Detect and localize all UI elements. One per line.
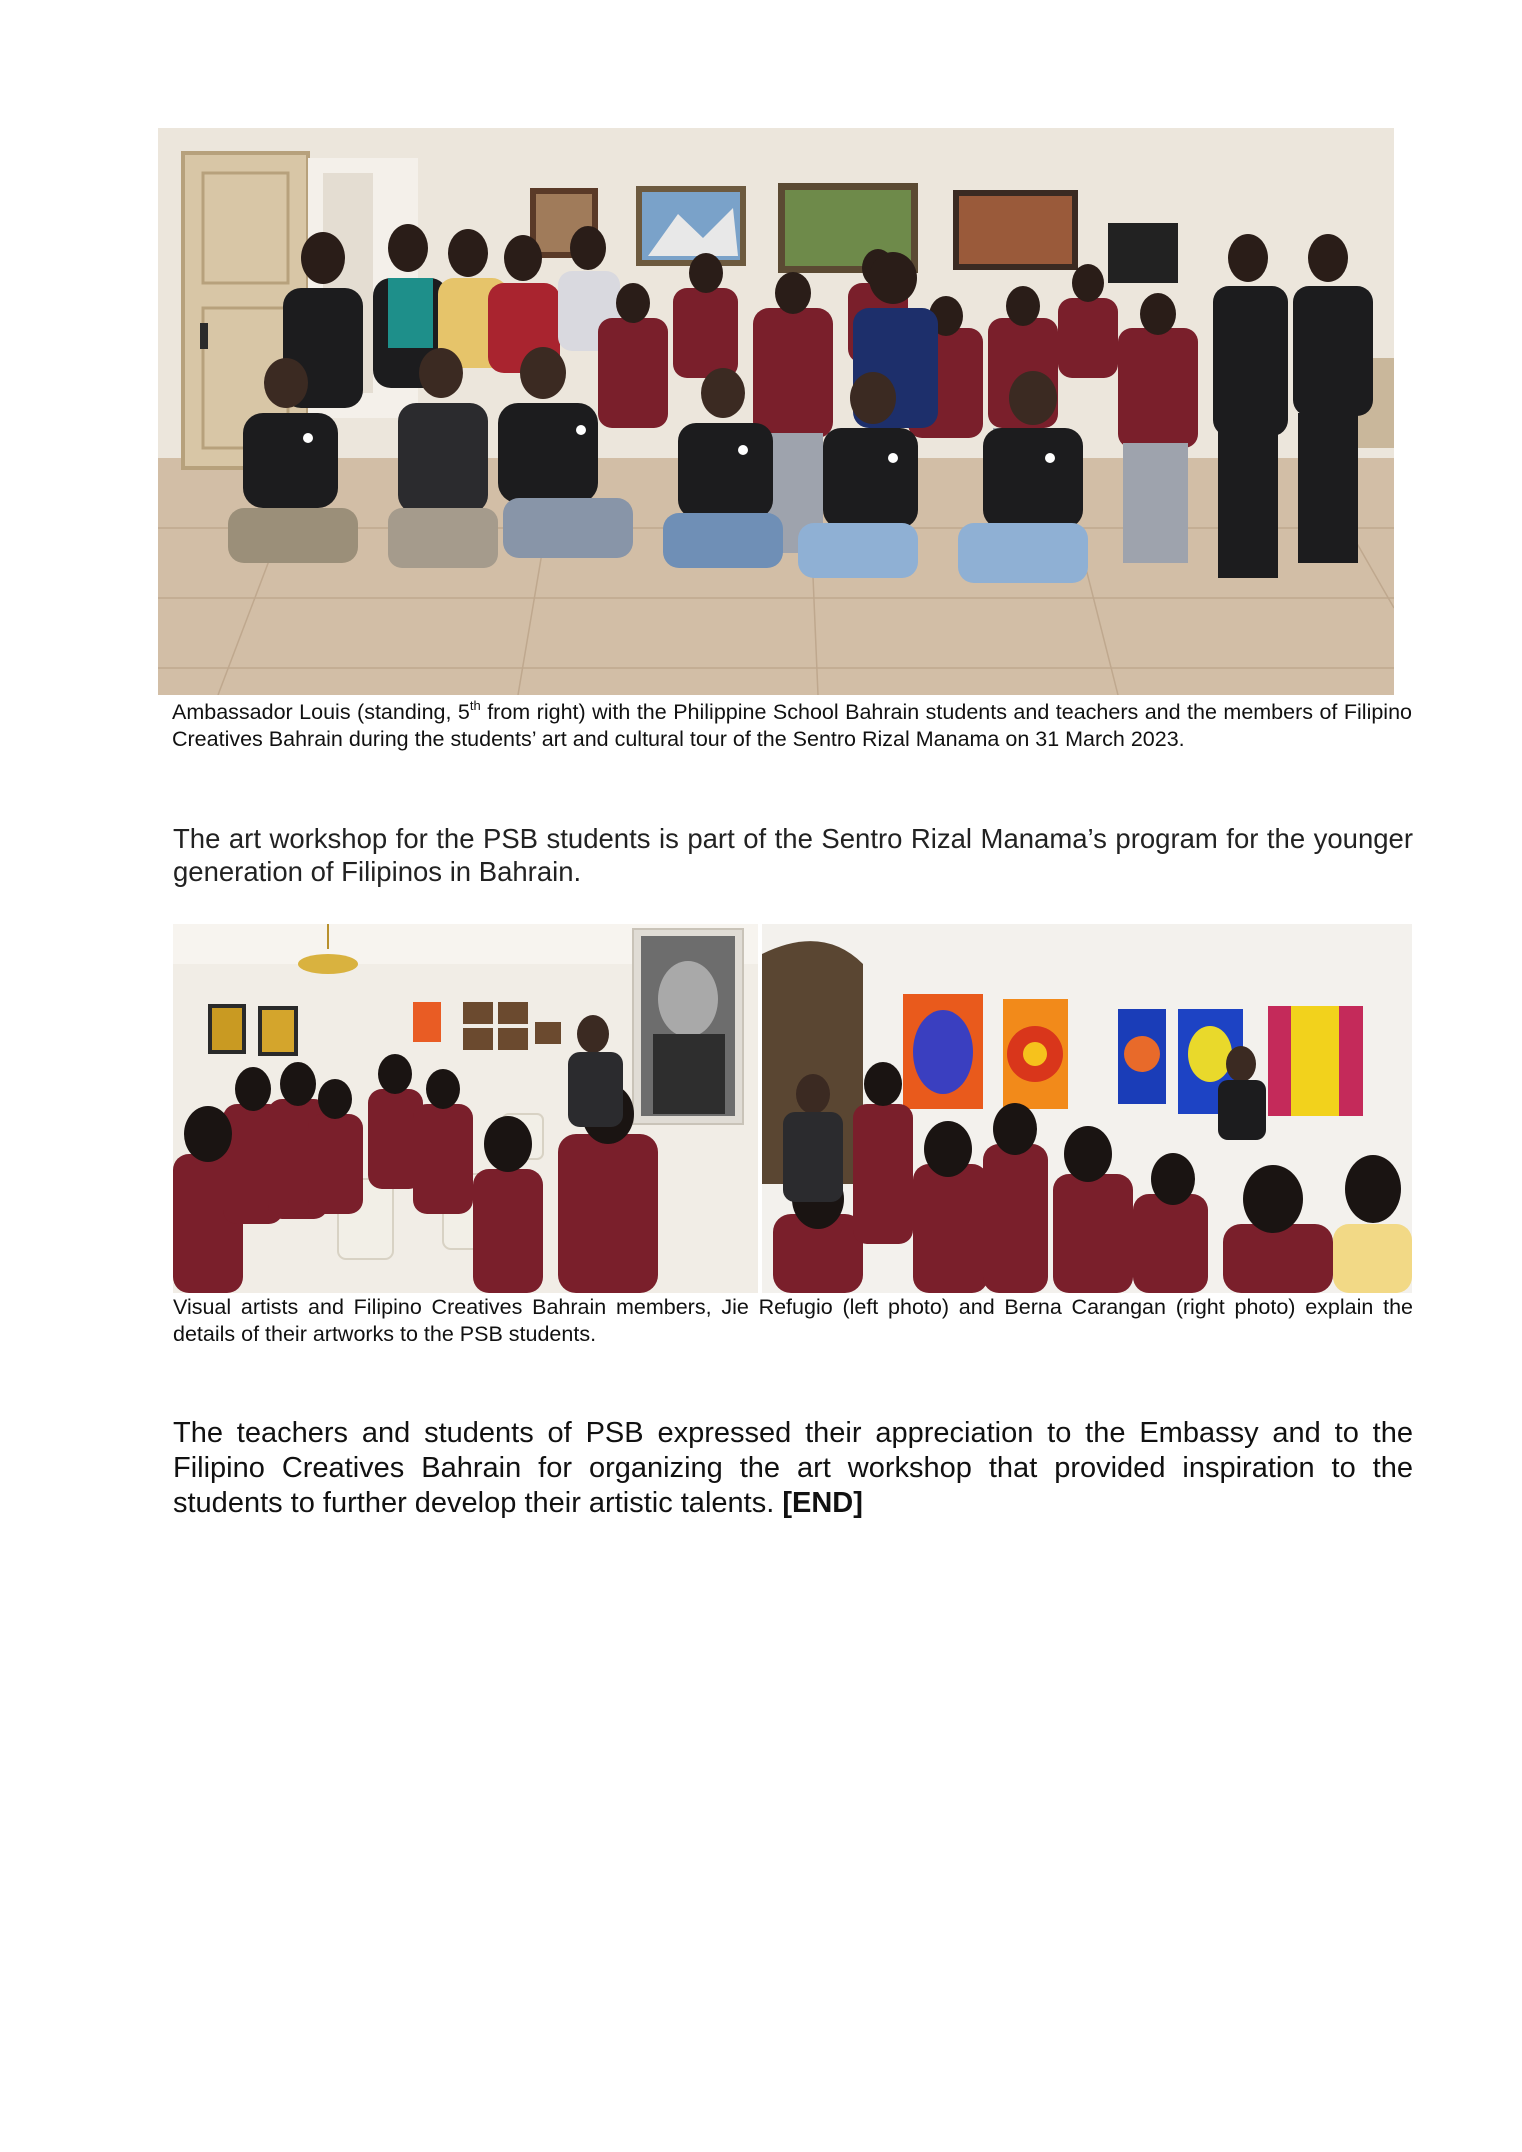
photo1-caption-superscript: th bbox=[469, 697, 481, 713]
gallery-photos-illustration bbox=[173, 924, 1412, 1293]
gallery-photos bbox=[173, 924, 1412, 1293]
left-photo bbox=[173, 924, 758, 1293]
group-photo-illustration bbox=[158, 128, 1394, 695]
photo1-caption-part1: Ambassador Louis (standing, 5 bbox=[172, 700, 470, 724]
photo2-caption: Visual artists and Filipino Creatives Bahrain members, Jie Refugio (left photo) and Berna Carangan (right photo) explain the details of their artworks to the PSB students. bbox=[173, 1295, 1413, 1346]
group-photo bbox=[158, 128, 1394, 695]
paragraph-appreciation-text: The teachers and students of PSB expressed their appreciation to the Embassy and to the Filipino Creatives Bahrain for organizing the art workshop that provided inspiration to the students to further develop their artistic talents. bbox=[173, 1417, 1413, 1519]
right-photo bbox=[762, 924, 1412, 1293]
photo1-caption-part2: from right) with the Philippine School Bahrain students and teachers and the members of Filipino Creatives Bahrain during the students’ art and cultural tour of the Sentro Rizal Manama on 31 March 2023. bbox=[172, 700, 1412, 751]
photo1-caption bbox=[172, 699, 1412, 753]
paragraph-appreciation bbox=[173, 1416, 1413, 1521]
paragraph-workshop-program: The art workshop for the PSB students is part of the Sentro Rizal Manama’s program for the younger generation of Filipinos in Bahrain. bbox=[173, 823, 1413, 887]
end-marker: [END] bbox=[782, 1487, 863, 1519]
